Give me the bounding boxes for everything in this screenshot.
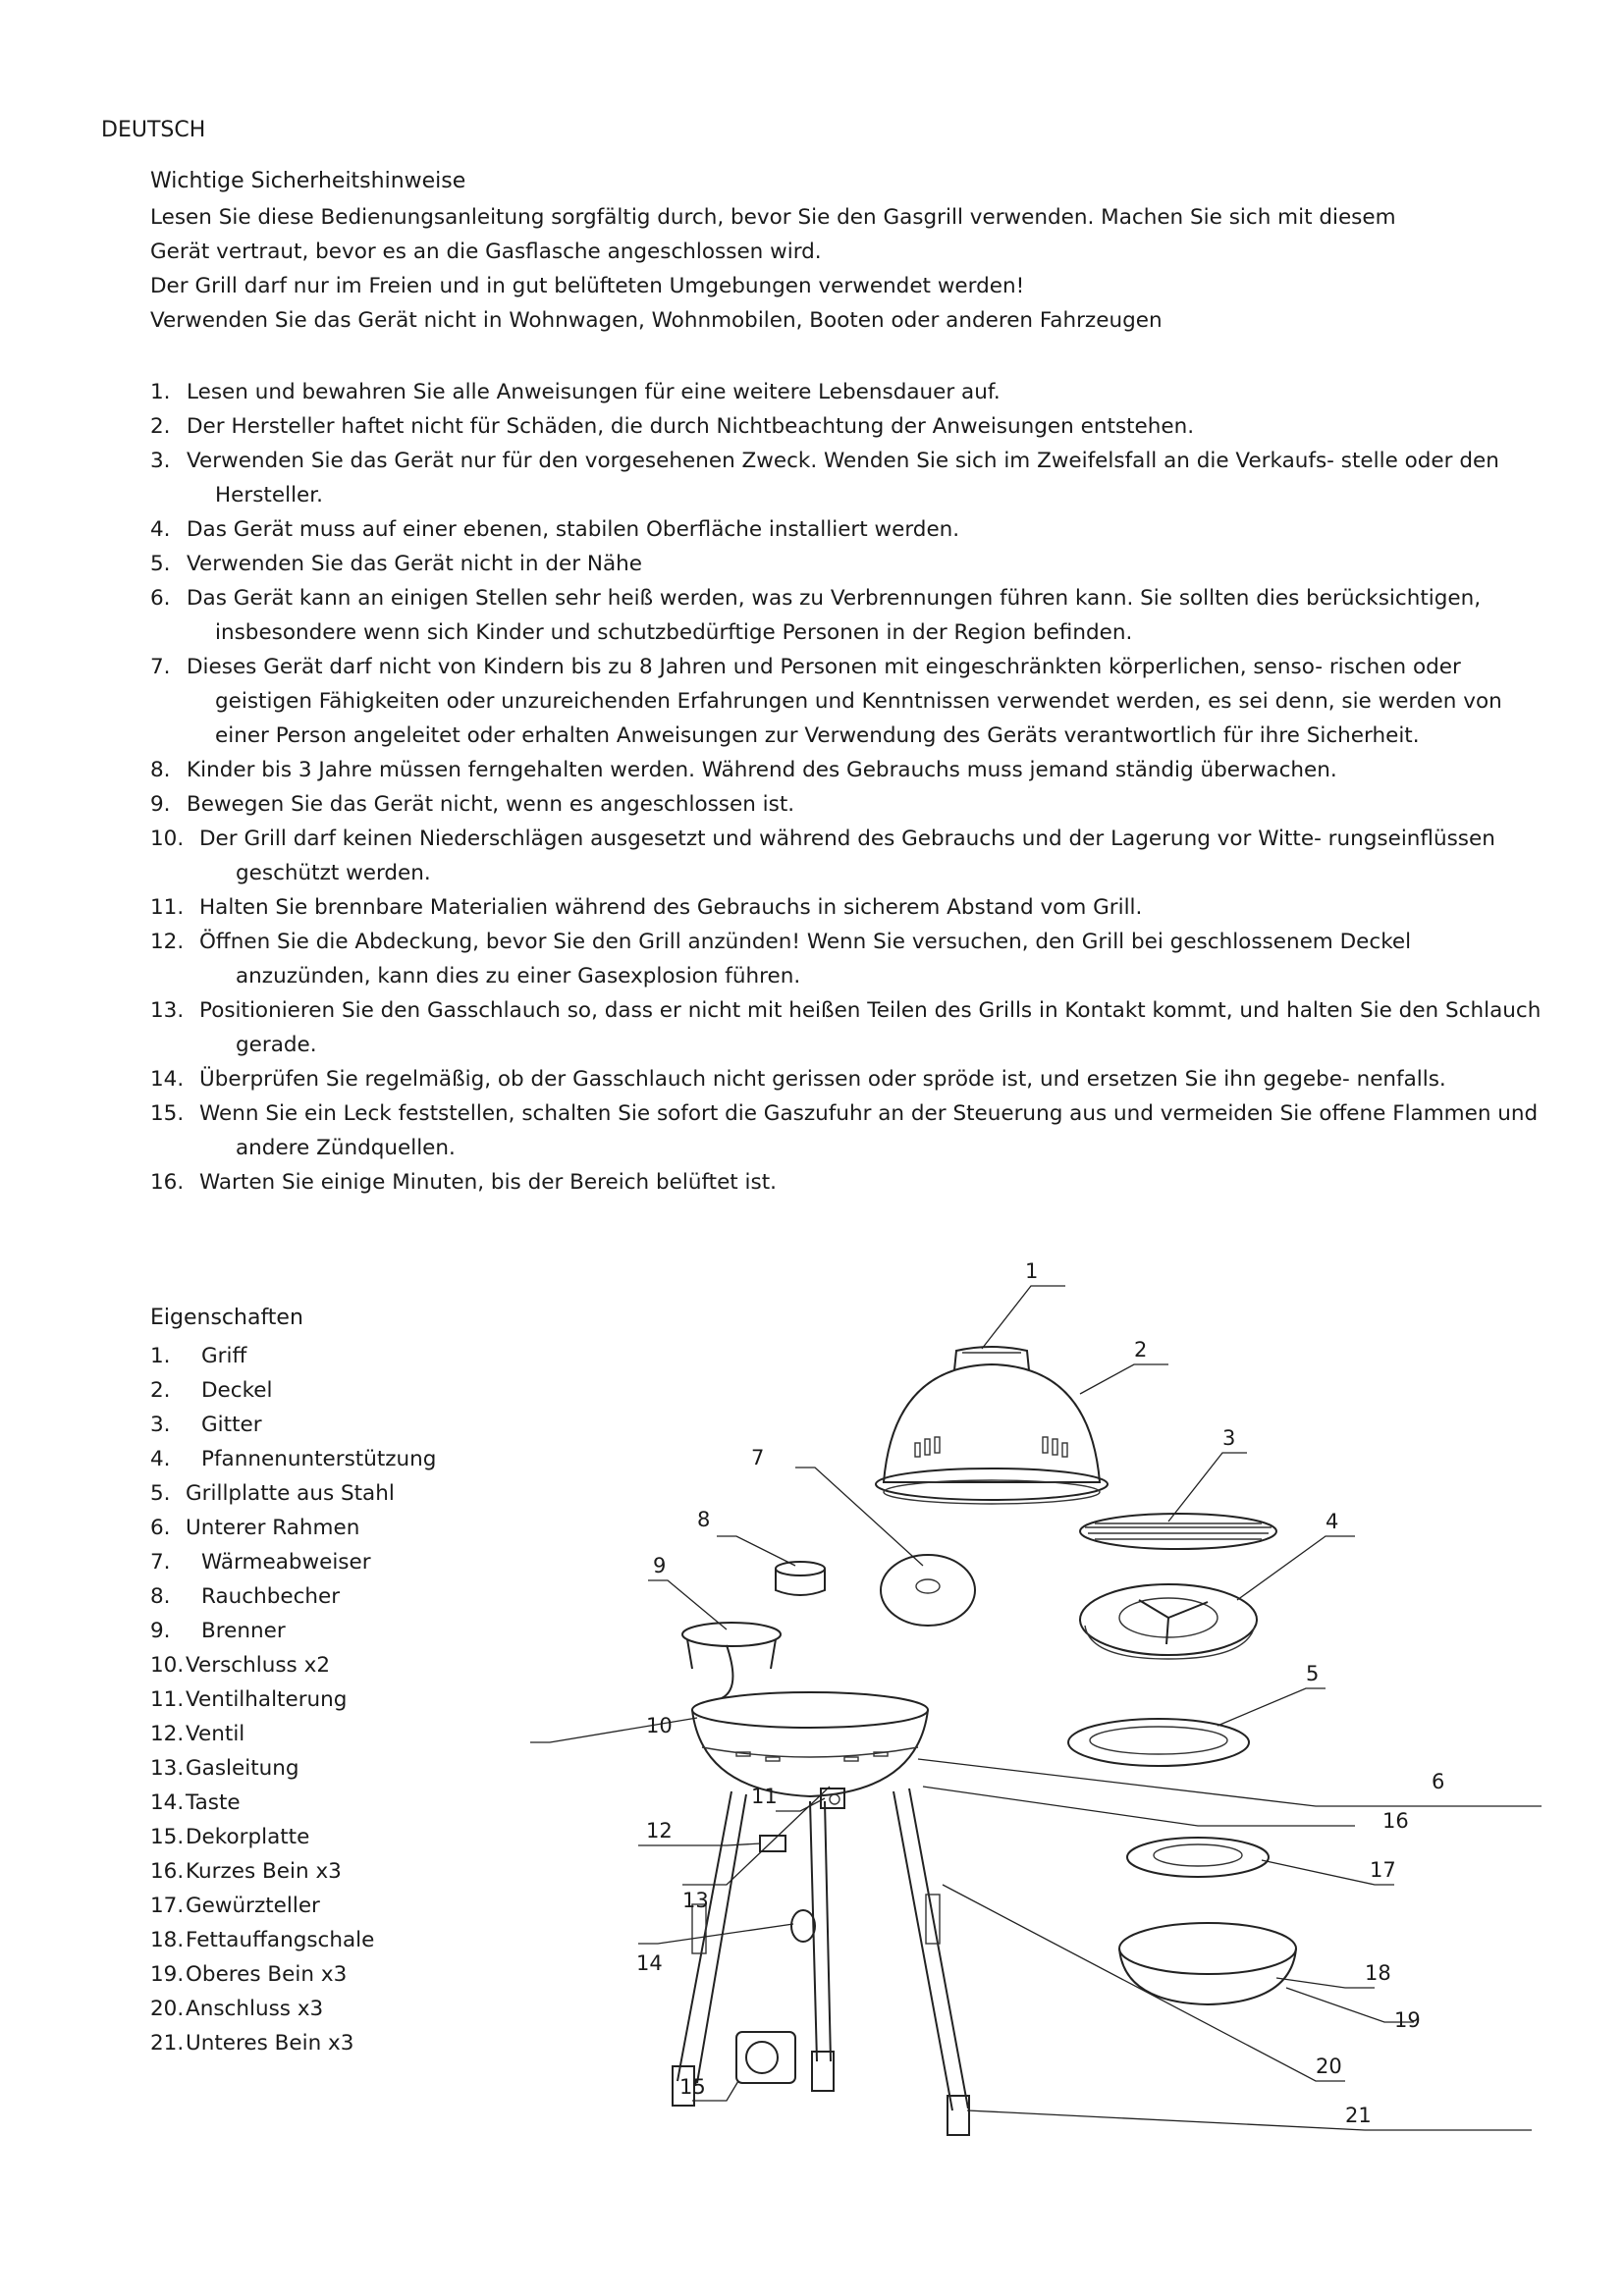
feature-number: 18. — [150, 1928, 185, 1952]
feature-label: Unterer Rahmen — [186, 1516, 360, 1540]
rule-text: Bewegen Sie das Gerät nicht, wenn es angeschlossen ist. — [187, 792, 795, 817]
feature-label: Gewürzteller — [186, 1894, 320, 1918]
feature-number: 1. — [150, 1344, 171, 1368]
features-list — [150, 1339, 436, 2060]
feature-label: Rauchbecher — [201, 1584, 341, 1609]
rule-text: Halten Sie brennbare Materialien während des Gebrauchs in sicherem Abstand vom Grill. — [199, 895, 1143, 920]
rule-text: Verwenden Sie das Gerät nur für den vorgesehenen Zweck. Wenden Sie sich im Zweifelsfall an die Verkaufs- stelle oder den Hersteller. — [187, 449, 1499, 507]
legs-part — [673, 1789, 969, 2135]
safety-rule-item — [150, 822, 1544, 890]
callout-6: 6 — [1432, 1770, 1445, 1793]
rule-number: 14. — [150, 1067, 185, 1092]
safety-rule-item — [150, 375, 1544, 409]
pan-support-part — [1080, 1584, 1257, 1659]
safety-rule-item — [150, 890, 1544, 925]
callout-17: 17 — [1370, 1858, 1396, 1882]
feature-label: Unteres Bein x3 — [186, 2031, 354, 2056]
rule-text: Überprüfen Sie regelmäßig, ob der Gasschlauch nicht gerissen oder spröde ist, und ersetzen Sie ihn gegebe- nenfalls. — [199, 1067, 1446, 1092]
feature-item — [150, 2026, 436, 2060]
callout-8: 8 — [697, 1508, 711, 1531]
safety-rule-item — [150, 1096, 1544, 1165]
callout-3: 3 — [1222, 1426, 1236, 1450]
feature-item — [150, 1992, 436, 2026]
callout-9: 9 — [653, 1554, 667, 1577]
feature-item — [150, 1476, 436, 1511]
feature-label: Brenner — [201, 1619, 286, 1643]
feature-number: 9. — [150, 1619, 171, 1643]
rule-number: 5. — [150, 552, 171, 576]
feature-number: 15. — [150, 1825, 185, 1849]
rule-text: Das Gerät muss auf einer ebenen, stabilen Oberfläche installiert werden. — [187, 517, 960, 542]
feature-label: Fettauffangschale — [186, 1928, 375, 1952]
grill-plate-part — [1068, 1719, 1249, 1766]
burner-part — [682, 1623, 781, 1698]
callout-1: 1 — [1025, 1259, 1039, 1283]
features-title: Eigenschaften — [150, 1306, 303, 1330]
rule-text: Wenn Sie ein Leck feststellen, schalten Sie sofort die Gaszufuhr an der Steuerung aus und vermeiden Sie offene Flammen und andere Zündquellen. — [199, 1101, 1539, 1160]
safety-rule-item — [150, 512, 1544, 547]
spice-plate-part — [1127, 1838, 1269, 1877]
feature-item — [150, 1957, 436, 1992]
rule-number: 12. — [150, 930, 185, 954]
feature-number: 7. — [150, 1550, 171, 1575]
safety-rule-item — [150, 787, 1544, 822]
rule-text: Verwenden Sie das Gerät nicht in der Nähe — [187, 552, 642, 576]
feature-label: Gasleitung — [186, 1756, 299, 1781]
feature-label: Taste — [186, 1790, 241, 1815]
safety-rule-item — [150, 993, 1544, 1062]
feature-number: 5. — [150, 1481, 171, 1506]
feature-item — [150, 1820, 436, 1854]
feature-label: Deckel — [201, 1378, 273, 1403]
feature-item — [150, 1442, 436, 1476]
callout-19: 19 — [1394, 2008, 1421, 2032]
intro-line: Gerät vertraut, bevor es an die Gasflasche angeschlossen wird. — [150, 240, 822, 264]
feature-item — [150, 1751, 436, 1786]
language-heading: DEUTSCH — [101, 118, 206, 142]
rule-number: 16. — [150, 1170, 185, 1195]
rule-text: Positionieren Sie den Gasschlauch so, dass er nicht mit heißen Teilen des Grills in Kontakt kommt, und halten Sie den Schlauch gerade. — [199, 998, 1542, 1057]
rule-number: 6. — [150, 586, 171, 611]
feature-label: Verschluss x2 — [186, 1653, 330, 1678]
feature-number: 16. — [150, 1859, 185, 1884]
intro-line: Der Grill darf nur im Freien und in gut belüfteten Umgebungen verwendet werden! — [150, 274, 1025, 298]
rule-text: Lesen und bewahren Sie alle Anweisungen für eine weitere Lebensdauer auf. — [187, 380, 1001, 404]
callout-18: 18 — [1365, 1961, 1391, 1985]
bowl-part — [692, 1692, 928, 1796]
rule-text: Der Grill darf keinen Niederschlägen ausgesetzt und während des Gebrauchs und der Lagerung vor Witte- rungseinflüssen geschützt werden. — [199, 827, 1495, 885]
feature-label: Ventil — [186, 1722, 245, 1746]
feature-item — [150, 1923, 436, 1957]
intro-line: Verwenden Sie das Gerät nicht in Wohnwagen, Wohnmobilen, Booten oder anderen Fahrzeugen — [150, 308, 1163, 333]
safety-rule-item — [150, 1062, 1544, 1096]
grill-exploded-diagram — [530, 1256, 1571, 2160]
safety-rule-item — [150, 753, 1544, 787]
rule-number: 3. — [150, 449, 171, 473]
rule-number: 7. — [150, 655, 171, 679]
safety-rule-item — [150, 409, 1544, 444]
safety-rule-item — [150, 547, 1544, 581]
feature-item — [150, 1579, 436, 1614]
rule-text: Der Hersteller haftet nicht für Schäden, die durch Nichtbeachtung der Anweisungen entstehen. — [187, 414, 1195, 439]
feature-item — [150, 1545, 436, 1579]
callout-10: 10 — [646, 1714, 673, 1737]
feature-item — [150, 1717, 436, 1751]
rule-number: 1. — [150, 380, 171, 404]
safety-rule-item — [150, 925, 1544, 993]
heat-deflector-part — [881, 1555, 975, 1626]
callout-14: 14 — [636, 1951, 663, 1975]
feature-number: 4. — [150, 1447, 171, 1471]
callout-21: 21 — [1345, 2104, 1372, 2127]
feature-number: 13. — [150, 1756, 185, 1781]
rule-text: Dieses Gerät darf nicht von Kindern bis zu 8 Jahren und Personen mit eingeschränkten körperlichen, senso- rischen oder geistigen Fähigkeiten oder unzureichenden Erfahrungen und Kenntnissen verwendet werden, es sei denn, sie werden von einer Person angeleitet oder erhalten Anweisungen zur Verwendung des Geräts verantwortlich für ihre Sicherheit. — [187, 655, 1502, 748]
callout-7: 7 — [751, 1446, 765, 1469]
feature-item — [150, 1786, 436, 1820]
rule-number: 11. — [150, 895, 185, 920]
rule-text: Warten Sie einige Minuten, bis der Bereich belüftet ist. — [199, 1170, 777, 1195]
feature-label: Gitter — [201, 1413, 262, 1437]
callout-11: 11 — [751, 1785, 778, 1808]
feature-item — [150, 1889, 436, 1923]
rule-number: 4. — [150, 517, 171, 542]
feature-label: Kurzes Bein x3 — [186, 1859, 342, 1884]
callout-4: 4 — [1326, 1510, 1339, 1533]
lid-part — [876, 1347, 1108, 1504]
leader-lines — [530, 1286, 1542, 2130]
feature-item — [150, 1511, 436, 1545]
rule-text: Das Gerät kann an einigen Stellen sehr heiß werden, was zu Verbrennungen führen kann. Sie sollten dies berücksichtigen, insbesondere wenn sich Kinder und schutzbedürftige Personen in der Region befinden. — [187, 586, 1482, 645]
feature-item — [150, 1648, 436, 1682]
callout-16: 16 — [1382, 1809, 1409, 1833]
callout-15: 15 — [679, 2075, 706, 2099]
callout-12: 12 — [646, 1819, 673, 1842]
feature-item — [150, 1854, 436, 1889]
feature-label: Oberes Bein x3 — [186, 1962, 348, 1987]
rule-text: Kinder bis 3 Jahre müssen ferngehalten werden. Während des Gebrauchs muss jemand ständig überwachen. — [187, 758, 1337, 782]
smoke-cup-part — [776, 1562, 825, 1595]
callout-20: 20 — [1316, 2055, 1342, 2078]
safety-rule-item — [150, 444, 1544, 512]
safety-rule-item — [150, 581, 1544, 650]
feature-number: 19. — [150, 1962, 185, 1987]
feature-label: Anschluss x3 — [186, 1997, 324, 2021]
safety-rule-item — [150, 1165, 1544, 1200]
feature-number: 8. — [150, 1584, 171, 1609]
rule-number: 13. — [150, 998, 185, 1023]
rule-number: 8. — [150, 758, 171, 782]
feature-item — [150, 1339, 436, 1373]
feature-number: 11. — [150, 1687, 185, 1712]
feature-number: 20. — [150, 1997, 185, 2021]
rule-number: 2. — [150, 414, 171, 439]
feature-label: Pfannenunterstützung — [201, 1447, 437, 1471]
safety-rules-list — [150, 375, 1544, 1200]
feature-item — [150, 1614, 436, 1648]
feature-number: 17. — [150, 1894, 185, 1918]
feature-label: Dekorplatte — [186, 1825, 310, 1849]
rule-number: 9. — [150, 792, 171, 817]
feature-number: 21. — [150, 2031, 185, 2056]
feature-number: 10. — [150, 1653, 185, 1678]
feature-item — [150, 1373, 436, 1408]
feature-item — [150, 1682, 436, 1717]
callout-2: 2 — [1134, 1338, 1148, 1362]
feature-number: 2. — [150, 1378, 171, 1403]
feature-number: 3. — [150, 1413, 171, 1437]
rule-number: 10. — [150, 827, 185, 851]
feature-label: Wärmeabweiser — [201, 1550, 371, 1575]
feature-label: Grillplatte aus Stahl — [186, 1481, 395, 1506]
feature-label: Griff — [201, 1344, 247, 1368]
grid-part — [1080, 1514, 1276, 1549]
callout-13: 13 — [682, 1889, 709, 1912]
feature-number: 12. — [150, 1722, 185, 1746]
safety-rule-item — [150, 650, 1544, 753]
intro-line: Lesen Sie diese Bedienungsanleitung sorgfältig durch, bevor Sie den Gasgrill verwenden. Machen Sie sich mit diesem — [150, 205, 1396, 230]
feature-label: Ventilhalterung — [186, 1687, 348, 1712]
safety-title: Wichtige Sicherheitshinweise — [150, 169, 466, 193]
feature-number: 6. — [150, 1516, 171, 1540]
rule-number: 15. — [150, 1101, 185, 1126]
rule-text: Öffnen Sie die Abdeckung, bevor Sie den Grill anzünden! Wenn Sie versuchen, den Grill bei geschlossenem Deckel anzuzünden, kann dies zu einer Gasexplosion führen. — [199, 930, 1412, 988]
feature-item — [150, 1408, 436, 1442]
feature-number: 14. — [150, 1790, 185, 1815]
safety-intro — [150, 200, 1544, 338]
callout-5: 5 — [1306, 1662, 1320, 1685]
